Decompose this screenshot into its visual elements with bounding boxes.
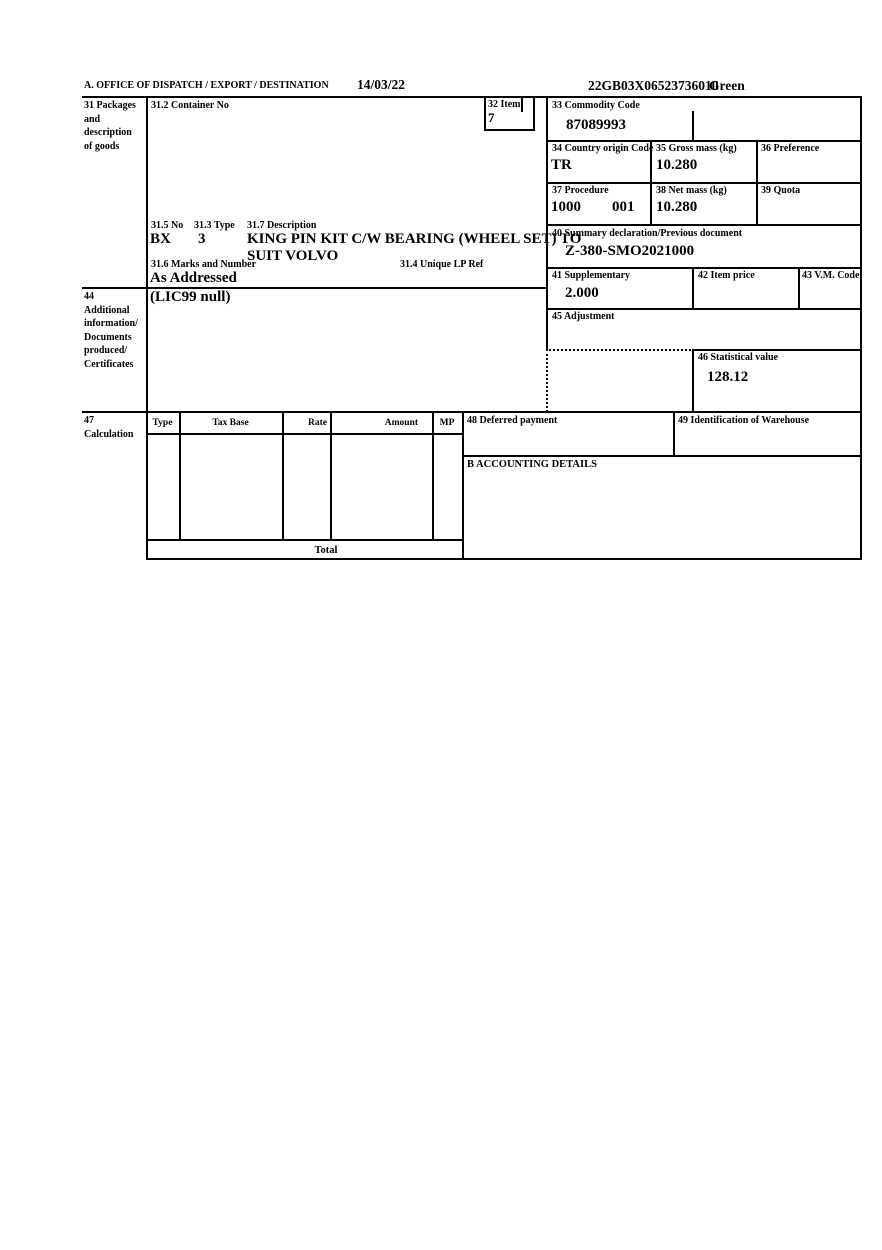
- net-mass-label: 38 Net mass (kg): [656, 185, 727, 196]
- grid-line: [146, 558, 862, 560]
- marks-number-value: As Addressed: [150, 270, 237, 286]
- grid-line: [546, 96, 548, 351]
- total-label: Total: [314, 545, 338, 556]
- item-price-label: 42 Item price: [698, 270, 755, 281]
- gross-mass-label: 35 Gross mass (kg): [656, 143, 737, 154]
- grid-line: [521, 96, 523, 112]
- grid-line: [282, 411, 284, 539]
- goods-description-line2: SUIT VOLVO: [247, 248, 339, 264]
- grid-line: [330, 411, 332, 539]
- additional-information-value: (LIC99 null): [150, 289, 231, 305]
- procedure-value-2: 001: [612, 199, 635, 215]
- declaration-date: 14/03/22: [357, 77, 406, 92]
- grid-line: [546, 224, 862, 226]
- grid-line: [692, 267, 694, 310]
- accounting-details-heading: B ACCOUNTING DETAILS: [467, 459, 597, 470]
- commodity-code-value: 87089993: [566, 117, 626, 133]
- box47-label: 47 Calculation: [84, 415, 134, 440]
- unique-lp-ref-label: 31.4 Unique LP Ref: [400, 259, 484, 270]
- item-label: 32 Item: [488, 99, 521, 110]
- declaration-reference: 22GB03X06523736010: [588, 78, 719, 93]
- grid-line: [82, 411, 862, 413]
- grid-line: [82, 96, 862, 98]
- marks-number-label: 31.6 Marks and Number: [151, 259, 257, 270]
- grid-line: [462, 455, 862, 457]
- packages-type-value: 3: [198, 231, 206, 247]
- grid-line: [692, 349, 694, 412]
- packages-type-label: 31.3 Type: [194, 220, 235, 231]
- country-origin-value: TR: [551, 157, 572, 173]
- gross-mass-value: 10.280: [656, 157, 698, 173]
- grid-line: [692, 349, 862, 351]
- grid-line: [798, 267, 800, 310]
- grid-line: [860, 96, 862, 560]
- column-header-mp: MP: [439, 418, 455, 428]
- goods-description-line1: KING PIN KIT C/W BEARING (WHEEL SET) TO: [247, 231, 582, 247]
- statistical-value-label: 46 Statistical value: [698, 352, 778, 363]
- net-mass-value: 10.280: [656, 199, 698, 215]
- grid-line: [673, 411, 675, 457]
- container-no-label: 31.2 Container No: [151, 100, 229, 111]
- deferred-payment-label: 48 Deferred payment: [467, 415, 558, 426]
- grid-line: [546, 308, 862, 310]
- country-origin-label: 34 Country origin Code: [552, 143, 654, 154]
- dotted-line: [546, 349, 694, 351]
- grid-line: [546, 267, 862, 269]
- vm-code-label: 43 V.M. Code: [802, 270, 860, 281]
- grid-line: [484, 129, 535, 131]
- dotted-line: [546, 349, 548, 412]
- identification-warehouse-label: 49 Identification of Warehouse: [678, 415, 810, 426]
- box31-label: 31 Packages and description of goods: [84, 100, 136, 152]
- grid-line: [146, 539, 464, 541]
- column-header-amount: Amount: [384, 418, 418, 428]
- supplementary-label: 41 Supplementary: [552, 270, 631, 281]
- grid-line: [756, 140, 758, 224]
- preference-label: 36 Preference: [761, 143, 820, 154]
- item-number-value: 7: [488, 110, 495, 125]
- column-header-rate: Rate: [308, 418, 327, 428]
- summary-declaration-value: Z-380-SMO2021000: [565, 243, 695, 259]
- commodity-code-label: 33 Commodity Code: [552, 100, 640, 111]
- column-header-tax-base: Tax Base: [212, 418, 249, 428]
- procedure-label: 37 Procedure: [552, 185, 609, 196]
- grid-line: [484, 96, 486, 131]
- office-of-dispatch-heading: A. OFFICE OF DISPATCH / EXPORT / DESTINATION: [84, 80, 329, 91]
- grid-line: [533, 96, 535, 131]
- routing-status: Green: [709, 78, 745, 93]
- quota-label: 39 Quota: [761, 185, 801, 196]
- packages-no-label: 31.5 No: [151, 220, 184, 231]
- grid-line: [692, 111, 694, 140]
- adjustment-label: 45 Adjustment: [552, 311, 615, 322]
- grid-line: [146, 433, 464, 435]
- grid-line: [462, 411, 464, 558]
- grid-line: [146, 96, 148, 560]
- grid-line: [179, 411, 181, 539]
- grid-line: [546, 140, 862, 142]
- supplementary-value: 2.000: [565, 285, 599, 301]
- packages-no-value: BX: [150, 231, 171, 247]
- grid-line: [546, 182, 862, 184]
- grid-line: [432, 411, 434, 539]
- procedure-value-1: 1000: [551, 199, 581, 215]
- box44-label: 44 Additional information/ Documents produced/ Certificates: [84, 291, 138, 370]
- goods-description-label: 31.7 Description: [247, 220, 317, 231]
- statistical-value: 128.12: [707, 369, 749, 385]
- column-header-type: Type: [152, 418, 173, 428]
- summary-declaration-label: 40 Summary declaration/Previous document: [552, 228, 743, 239]
